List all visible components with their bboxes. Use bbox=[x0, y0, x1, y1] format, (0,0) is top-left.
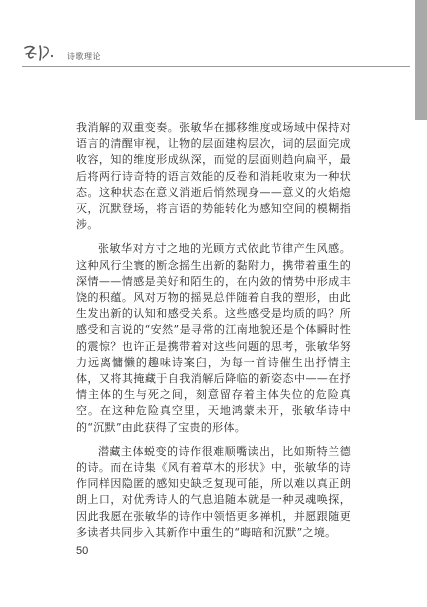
calligraphy-logo-icon bbox=[22, 42, 62, 64]
running-header bbox=[22, 42, 101, 64]
paragraph: 潜藏主体蜕变的诗作很难顺嘴读出，比如斯特兰德的诗。而在诗集《风有着草木的形状》中，张敏华的诗作同样因隐匿的感知史缺乏复现可能，所以难以真正朗朗上口，对优秀诗人的气息追随本就是一种灵魂唤探，因此我愿在张敏华的诗作中领悟更多禅机，并愿跟随更多读者共同步入其新作中重生的“晦暗和沉默”之境。 bbox=[76, 444, 351, 539]
section-title: 诗歌理论 bbox=[67, 52, 101, 61]
paragraph: 张敏华对方寸之地的光顾方式依此节律产生风感。这种风行尘寰的断念摇生出新的黏附力，携带着重生的深情——情感是美好和陌生的，在内敛的情势中形成丰饶的积蕴。风对万物的摇晃总伴随着自我的塑形，由此生发出新的认知和感受关系。这些感受是均质的吗？所感受和言说的“安然”是寻常的江南地貌还是个体瞬时性的震惊？也许正是携带着对这些问题的思考，张敏华努力远离慵懒的趣味诗案臼，为每一首诗催生出抒情主体，又将其掩藏于自我消解后降临的新姿态中——在抒情主体的生与死之间，刻意留存着主体失位的危险真空。在这种危险真空里，天地鸿蒙未开，张敏华诗中的“沉默”由此获得了宝贵的形体。 bbox=[76, 242, 351, 434]
page-edge-tab bbox=[415, 0, 427, 120]
header-divider bbox=[22, 66, 410, 67]
paragraph-continued: 我消解的双重变奏。张敏华在挪移维度或场域中保持对语言的清醒审视，让物的层面建构层次，词的层面完成收容，知的维度形成纵深，而觉的层面则趋向扁平，最后将两行诗奇特的语言效能的反卷和消耗收束为一种状态。这种状态在意义消逝后悄然现身——意义的火焰熄灭，沉默登场，将言语的势能转化为感知空间的模糊指涉。 bbox=[76, 121, 351, 232]
page-number: 50 bbox=[76, 545, 89, 557]
body-text bbox=[76, 120, 351, 541]
